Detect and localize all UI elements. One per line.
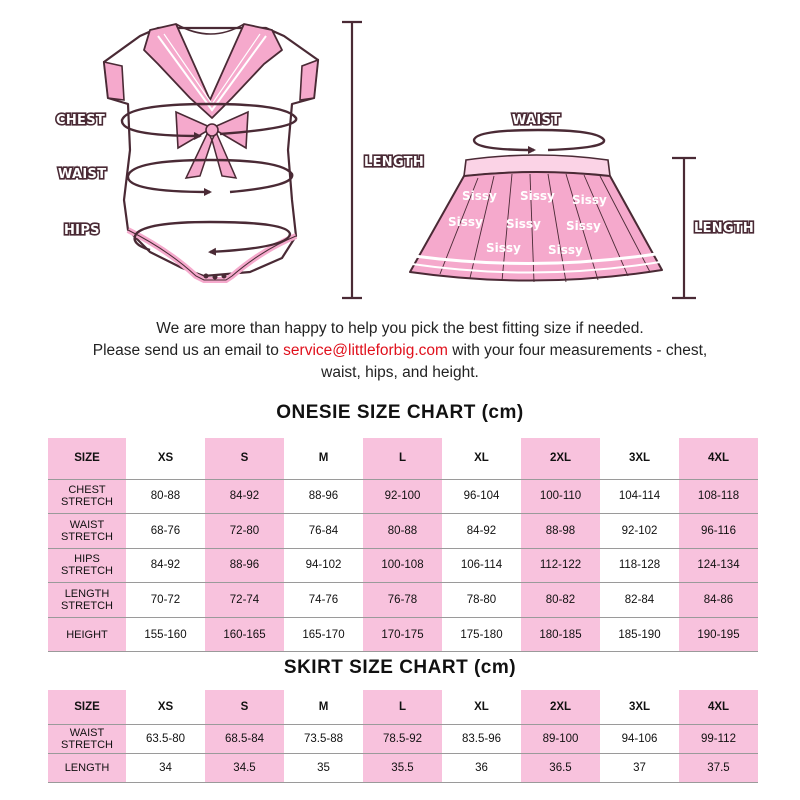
skirt-waist-label: WAIST	[512, 113, 561, 128]
header-cell: SIZE	[48, 438, 126, 479]
table-cell: 108-118	[679, 479, 758, 514]
row-label: LENGTH STRETCH	[48, 583, 126, 618]
table-cell: 84-92	[126, 548, 205, 583]
skirt-print-7: Sissy	[486, 241, 521, 255]
table-cell: 72-74	[205, 583, 284, 618]
table-cell: 80-88	[126, 479, 205, 514]
table-cell: 83.5-96	[442, 724, 521, 753]
table-cell: 92-102	[600, 514, 679, 549]
email-link[interactable]: service@littleforbig.com	[283, 342, 448, 359]
header-cell: M	[284, 438, 363, 479]
table-cell: 112-122	[521, 548, 600, 583]
onesie-length-label: LENGTH	[364, 155, 425, 170]
hips-label: HIPS	[64, 223, 100, 238]
skirt-print-1: Sissy	[462, 189, 497, 203]
table-cell: 160-165	[205, 617, 284, 652]
table-cell: 63.5-80	[126, 724, 205, 753]
waist-label: WAIST	[58, 167, 107, 182]
intro-line-2	[0, 340, 800, 362]
header-cell: L	[363, 690, 442, 724]
table-cell: 84-86	[679, 583, 758, 618]
table-cell: 37.5	[679, 753, 758, 782]
table-cell: 99-112	[679, 724, 758, 753]
skirt-print-8: Sissy	[548, 243, 583, 257]
header-cell: 2XL	[521, 438, 600, 479]
intro-text	[0, 318, 800, 384]
skirt-length-label: LENGTH	[694, 221, 755, 236]
table-cell: 72-80	[205, 514, 284, 549]
header-cell: XL	[442, 690, 521, 724]
table-row	[48, 753, 758, 782]
table-row	[48, 724, 758, 753]
table-cell: 100-108	[363, 548, 442, 583]
table-cell: 118-128	[600, 548, 679, 583]
skirt-chart-title: SKIRT SIZE CHART (cm)	[283, 657, 517, 678]
table-cell: 124-134	[679, 548, 758, 583]
table-cell: 70-72	[126, 583, 205, 618]
table-cell: 104-114	[600, 479, 679, 514]
table-cell: 78-80	[442, 583, 521, 618]
table-cell: 76-78	[363, 583, 442, 618]
table-cell: 78.5-92	[363, 724, 442, 753]
header-cell: XL	[442, 438, 521, 479]
table-cell: 100-110	[521, 479, 600, 514]
table-cell: 76-84	[284, 514, 363, 549]
row-label: WAIST STRETCH	[48, 514, 126, 549]
row-label: WAIST STRETCH	[48, 724, 126, 753]
skirt-print-2: Sissy	[520, 189, 555, 203]
table-cell: 80-82	[521, 583, 600, 618]
size-illustration	[0, 0, 800, 312]
chest-label: CHEST	[56, 113, 106, 128]
table-cell: 96-104	[442, 479, 521, 514]
header-cell: 3XL	[600, 438, 679, 479]
table-cell: 190-195	[679, 617, 758, 652]
onesie-size-table	[48, 438, 758, 652]
header-cell: XS	[126, 690, 205, 724]
onesie-chart-title: ONESIE SIZE CHART (cm)	[276, 402, 524, 423]
table-cell: 94-102	[284, 548, 363, 583]
onesie-length-measure	[342, 22, 362, 298]
table-header-row	[48, 690, 758, 724]
skirt-size-table	[48, 690, 758, 783]
table-cell: 96-116	[679, 514, 758, 549]
table-cell: 94-106	[600, 724, 679, 753]
intro-line-2-after: with your four measurements - chest,	[447, 342, 708, 359]
table-cell: 89-100	[521, 724, 600, 753]
header-cell: M	[284, 690, 363, 724]
header-cell: 3XL	[600, 690, 679, 724]
table-cell: 170-175	[363, 617, 442, 652]
skirt-drawing	[410, 155, 662, 282]
skirt-print-3: Sissy	[572, 193, 607, 207]
table-cell: 35.5	[363, 753, 442, 782]
header-cell: SIZE	[48, 690, 126, 724]
header-cell: 2XL	[521, 690, 600, 724]
header-cell: S	[205, 690, 284, 724]
skirt-waist-measure	[474, 130, 604, 150]
table-cell: 36	[442, 753, 521, 782]
table-row	[48, 617, 758, 652]
table-header-row	[48, 438, 758, 479]
table-cell: 92-100	[363, 479, 442, 514]
table-cell: 74-76	[284, 583, 363, 618]
table-cell: 84-92	[205, 479, 284, 514]
table-row	[48, 479, 758, 514]
header-cell: XS	[126, 438, 205, 479]
header-cell: S	[205, 438, 284, 479]
table-cell: 80-88	[363, 514, 442, 549]
table-cell: 165-170	[284, 617, 363, 652]
table-row	[48, 514, 758, 549]
skirt-print-4: Sissy	[448, 215, 483, 229]
table-cell: 180-185	[521, 617, 600, 652]
table-cell: 88-98	[521, 514, 600, 549]
table-cell: 106-114	[442, 548, 521, 583]
header-cell: 4XL	[679, 690, 758, 724]
row-label: HEIGHT	[48, 617, 126, 652]
table-cell: 35	[284, 753, 363, 782]
table-cell: 88-96	[284, 479, 363, 514]
table-cell: 37	[600, 753, 679, 782]
intro-line-1: We are more than happy to help you pick the best fitting size if needed.	[156, 320, 644, 337]
row-label: CHEST STRETCH	[48, 479, 126, 514]
skirt-print-5: Sissy	[506, 217, 541, 231]
table-cell: 68-76	[126, 514, 205, 549]
table-cell: 82-84	[600, 583, 679, 618]
table-cell: 84-92	[442, 514, 521, 549]
skirt-print-6: Sissy	[566, 219, 601, 233]
table-cell: 88-96	[205, 548, 284, 583]
skirt-length-measure	[672, 158, 696, 298]
table-cell: 155-160	[126, 617, 205, 652]
row-label: HIPS STRETCH	[48, 548, 126, 583]
table-cell: 34	[126, 753, 205, 782]
header-cell: L	[363, 438, 442, 479]
table-cell: 68.5-84	[205, 724, 284, 753]
intro-line-3: waist, hips, and height.	[321, 364, 479, 381]
table-row	[48, 583, 758, 618]
table-cell: 34.5	[205, 753, 284, 782]
table-row	[48, 548, 758, 583]
row-label: LENGTH	[48, 753, 126, 782]
table-cell: 73.5-88	[284, 724, 363, 753]
table-cell: 175-180	[442, 617, 521, 652]
intro-line-2-before: Please send us an email to	[92, 342, 284, 359]
header-cell: 4XL	[679, 438, 758, 479]
table-cell: 185-190	[600, 617, 679, 652]
table-cell: 36.5	[521, 753, 600, 782]
